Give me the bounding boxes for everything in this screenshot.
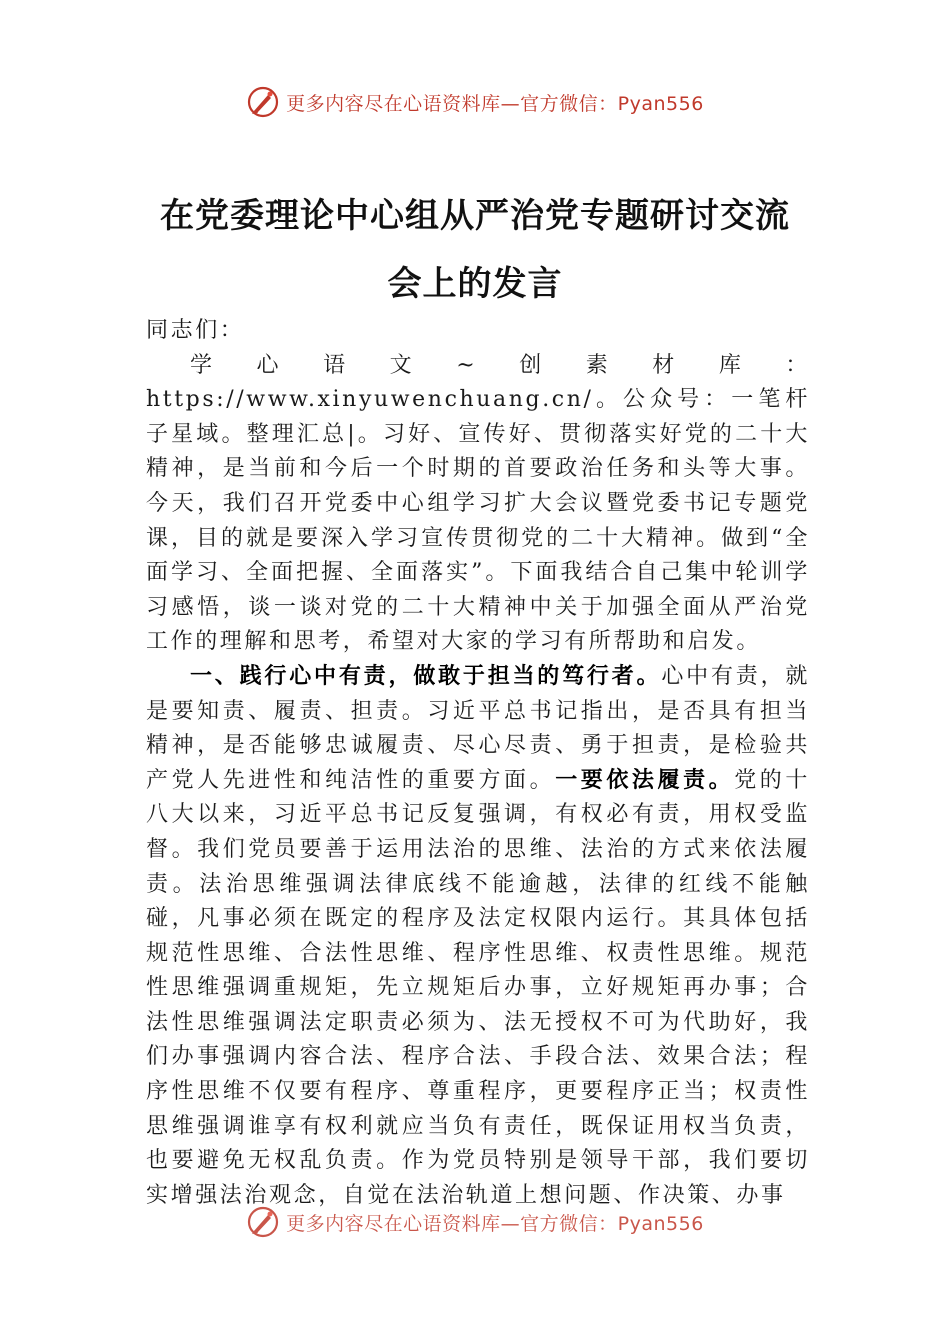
pen-logo-icon	[246, 85, 280, 119]
pen-logo-icon	[246, 1205, 280, 1239]
document-title-line-2: 会上的发言	[387, 264, 563, 304]
section-text-2: 党的十八大以来，习近平总书记反复强调，有权必有责，用权受监督。我们党员要善于运用法治的思维、法治的方式来依法履责。法治思维强调法律底线不能逾越，法律的红线不能触碰，凡事必须在既定的程序及法定权限内运行。其具体包括规范性思维、合法性思维、程序性思维、权责性思维。规范性思维强调重规矩，先立规矩后办事，立好规矩再办事；合法性思维强调法定职责必须为、法无授权不可为代助好，我们办事强调内容合法、程序合法、手段合法、效果合法；程序性思维不仅要有程序、尊重程序，更要程序正当；权责性思维强调谁享有权利就应当负有责任，既保证用权当负责，也要避免无权乱负责。作为党员特别是领导干部，我们要切实增强法治观念，自觉在法治轨道上想问题、作决策、办事	[146, 767, 810, 1208]
watermark-text: 更多内容尽在心语资料库—官方微信：Pyan556	[286, 92, 704, 115]
subsection-heading: 一要依法履责。	[555, 767, 735, 793]
document-title-line-1: 在党委理论中心组从严治党专题研讨交流	[160, 196, 790, 236]
document-body	[146, 314, 810, 1214]
paragraph-section-1	[146, 660, 810, 1214]
section-heading: 一、践行心中有责，做敢于担当的笃行者。	[190, 663, 662, 689]
watermark-banner-top	[0, 82, 950, 122]
watermark-text: 更多内容尽在心语资料库—官方微信：Pyan556	[286, 1212, 704, 1235]
section-text-1: 心中有责，就是要知责、履责、担责。习近平总书记指出，是否具有担当精神，是否能够忠诚履责、尽心尽责、勇于担责，是检验共产党人先进性和纯洁性的重要方面。	[146, 663, 810, 793]
watermark-banner-bottom	[0, 1202, 950, 1242]
salutation: 同志们：	[146, 318, 245, 343]
paragraph-intro: 学心语文~创素材库：https://www.xinyuwenchuang.cn/。公众号：一笔杆子星域。整理汇总|。习好、宣传好、贯彻落实好党的二十大精神，是当前和今后一个时期的首要政治任务和头等大事。今天，我们召开党委中心组学习扩大会议暨党委书记专题党课，目的就是要深入学习宣传贯彻党的二十大精神。做到“全面学习、全面把握、全面落实”。下面我结合自己集中轮训学习感悟，谈一谈对党的二十大精神中关于加强全面从严治党工作的理解和思考，希望对大家的学习有所帮助和启发。	[146, 352, 810, 655]
